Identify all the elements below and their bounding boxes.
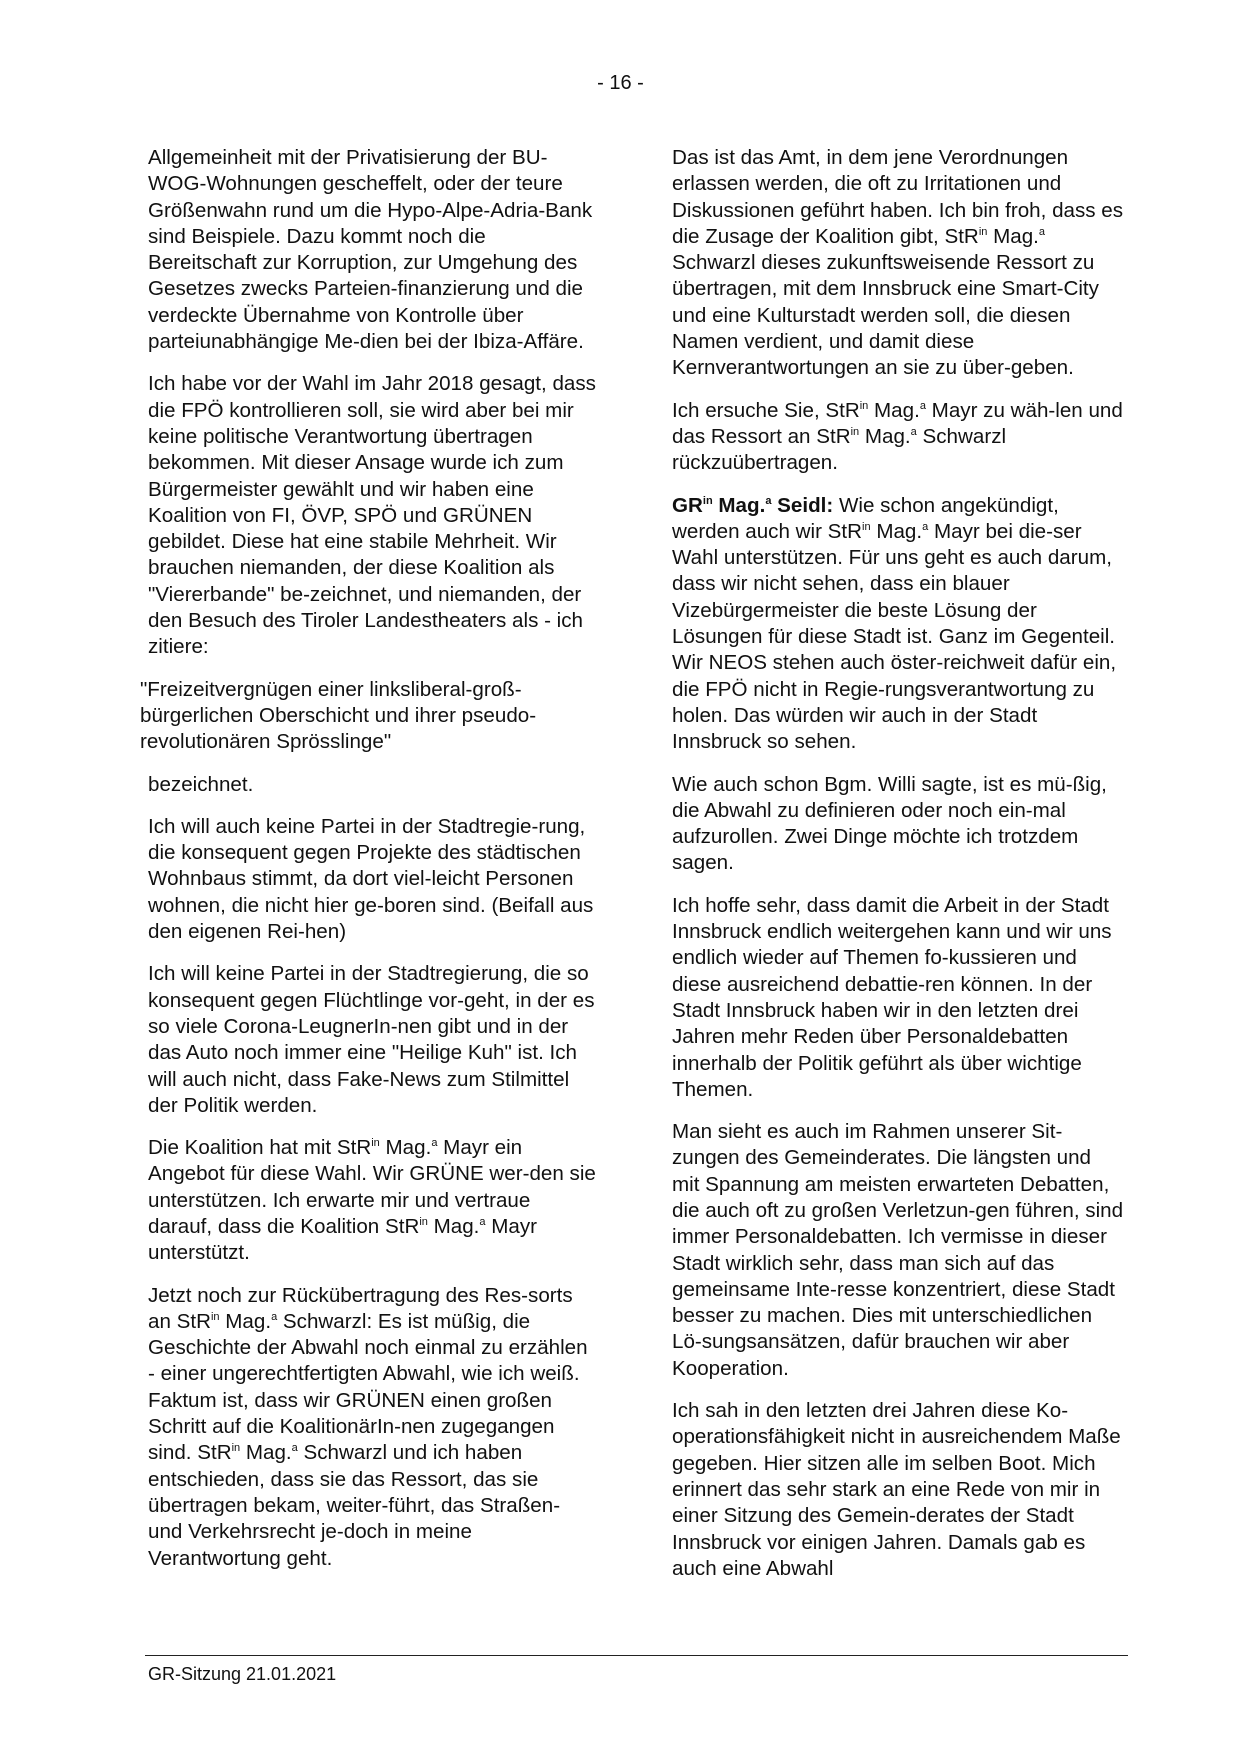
footer-divider — [145, 1655, 1128, 1656]
paragraph: Ich ersuche Sie, StR$^{in}$ Mag.$^a$ Mayr zu wäh-len und das Ressort an StR$^{in}$ Mag.$^a$ Schwarzl rückzuübertragen. — [672, 398, 1123, 475]
page-number: - 16 - — [597, 72, 644, 94]
right-text-column — [672, 145, 1124, 1598]
paragraph: Ich sah in den letzten drei Jahren diese Ko-operationsfähigkeit nicht in ausreichendem Maße gegeben. Hier sitzen alle im selben Boot. Mich erinnert das sehr stark an eine Rede von mir in einer Sitzung des Gemein-derates der Stadt Innsbruck vor einigen Jahren. Damals gab es auch eine Abwahl — [672, 1399, 1121, 1580]
paragraph: Das ist das Amt, in dem jene Verordnungen erlassen werden, die oft zu Irritationen und Diskussionen geführt haben. Ich bin froh, dass es die Zusage der Koalition gibt, StR$^{in}$ Mag.$^a$ Schwarzl dieses zukunftsweisende Ressort zu übertragen, mit dem Innsbruck eine Smart-City und eine Kulturstadt werden soll, die diesen Namen verdient, und damit diese Kernverantwortungen an sie zu über-geben. — [672, 146, 1124, 380]
footer-session-date: GR-Sitzung 21.01.2021 — [148, 1664, 337, 1684]
paragraph: Ich will auch keine Partei in der Stadtregie-rung, die konsequent gegen Projekte des städtischen Wohnbaus stimmt, da dort viel-leicht Personen wohnen, die nicht hier ge-boren sind. (Beifall aus den eigenen Rei-hen) — [148, 814, 594, 944]
paragraph: Allgemeinheit mit der Privatisierung der BU-WOG-Wohnungen gescheffelt, oder der teure Größenwahn rund um die Hypo-Alpe-Adria-Bank sind Beispiele. Dazu kommt noch die Bereitschaft zur Korruption, zur Umgehung des Gesetzes zwecks Parteien-finanzierung und die verdeckte Übernahme von Kontrolle über parteiunabhängige Me-dien bei der Ibiza-Affäre. — [148, 146, 593, 354]
paragraph: Die Koalition hat mit StR$^{in}$ Mag.$^a$ Mayr ein Angebot für diese Wahl. Wir GRÜNE wer-den sie unterstützen. Ich erwarte mir und vertraue darauf, dass die Koalition StR$^{in}$ Mag.$^a$ Mayr unterstützt. — [148, 1136, 596, 1265]
quote-paragraph: "Freizeitvergnügen einer linksliberal-groß-bürgerlichen Oberschicht und ihrer pseudo-revolutionären Sprösslinge" — [140, 677, 537, 754]
paragraph: Wie auch schon Bgm. Willi sagte, ist es mü-ßig, die Abwahl zu definieren oder noch ein-mal aufzurollen. Zwei Dinge möchte ich trotzdem sagen. — [672, 772, 1107, 875]
paragraph: Jetzt noch zur Rückübertragung des Res-sorts an StR$^{in}$ Mag.$^a$ Schwarzl: Es ist müßig, die Geschichte der Abwahl noch einmal zu erzählen - einer ungerechtfertigten Abwahl, wie ich weiß. Faktum ist, dass wir GRÜNEN einen großen Schritt auf die KoalitionärIn-nen zugegangen sind. StR$^{in}$ Mag.$^a$ Schwarzl und ich haben entschieden, dass sie das Ressort, das sie übertragen bekam, weiter-führt, das Straßen- und Verkehrsrecht je-doch in meine Verantwortung geht. — [148, 1283, 588, 1570]
speaker-name: $GR^{in}$ Mag.$^a$ Seidl: — [672, 493, 834, 517]
paragraph: bezeichnet. — [148, 772, 254, 796]
paragraph: Ich will keine Partei in der Stadtregierung, die so konsequent gegen Flüchtlinge vor-geht, in der es so viele Corona-LeugnerIn-nen gibt und in der das Auto noch immer eine "Heilige Kuh" ist. Ich will auch nicht, dass Fake-News zum Stilmittel der Politik werden. — [148, 962, 595, 1117]
paragraph: Man sieht es auch im Rahmen unserer Sit-zungen des Gemeinderates. Die längsten und mit Spannung am meisten erwarteten Debatten, die auch oft zu großen Verletzun-gen führen, sind immer Personaldebatten. Ich vermisse in dieser Stadt wirklich sehr, dass man sich auf das gemeinsame Inte-resse konzentriert, diese Stadt besser zu machen. Dies mit unterschiedlichen Lö-sungsansätzen, dafür brauchen wir aber Kooperation. — [672, 1120, 1124, 1380]
paragraph: $GR^{in}$ Mag.$^a$ Seidl: Wie schon angekündigt, werden auch wir StR$^{in}$ Mag.$^a$ Mayr bei die-ser Wahl unterstützen. Für uns geht es auch darum, dass wir nicht sehen, dass ein blauer Vizebürgermeister die beste Lösung der Lösungen für diese Stadt ist. Ganz im Gegenteil. Wir NEOS stehen auch öster-reichweit dafür ein, die FPÖ nicht in Regie-rungsverantwortung zu holen. Das würden wir auch in der Stadt Innsbruck so sehen. — [672, 493, 1117, 754]
left-text-column — [140, 145, 596, 1588]
paragraph: Ich hoffe sehr, dass damit die Arbeit in der Stadt Innsbruck endlich weitergehen kann und wir uns endlich wieder auf Themen fo-kussieren und diese ausreichend debattie-ren können. In der Stadt Innsbruck haben wir in den letzten drei Jahren mehr Reden über Personaldebatten innerhalb der Politik geführt als über wichtige Themen. — [672, 893, 1112, 1101]
paragraph: Ich habe vor der Wahl im Jahr 2018 gesagt, dass die FPÖ kontrollieren soll, sie wird aber bei mir keine politische Verantwortung übertragen bekommen. Mit dieser Ansage wurde ich zum Bürgermeister gewählt und wir haben eine Koalition von FI, ÖVP, SPÖ und GRÜNEN gebildet. Diese hat eine stabile Mehrheit. Wir brauchen niemanden, der diese Koalition als "Viererbande" be-zeichnet, und niemanden, der den Besuch des Tiroler Landestheaters als - ich zitiere: — [148, 372, 596, 659]
